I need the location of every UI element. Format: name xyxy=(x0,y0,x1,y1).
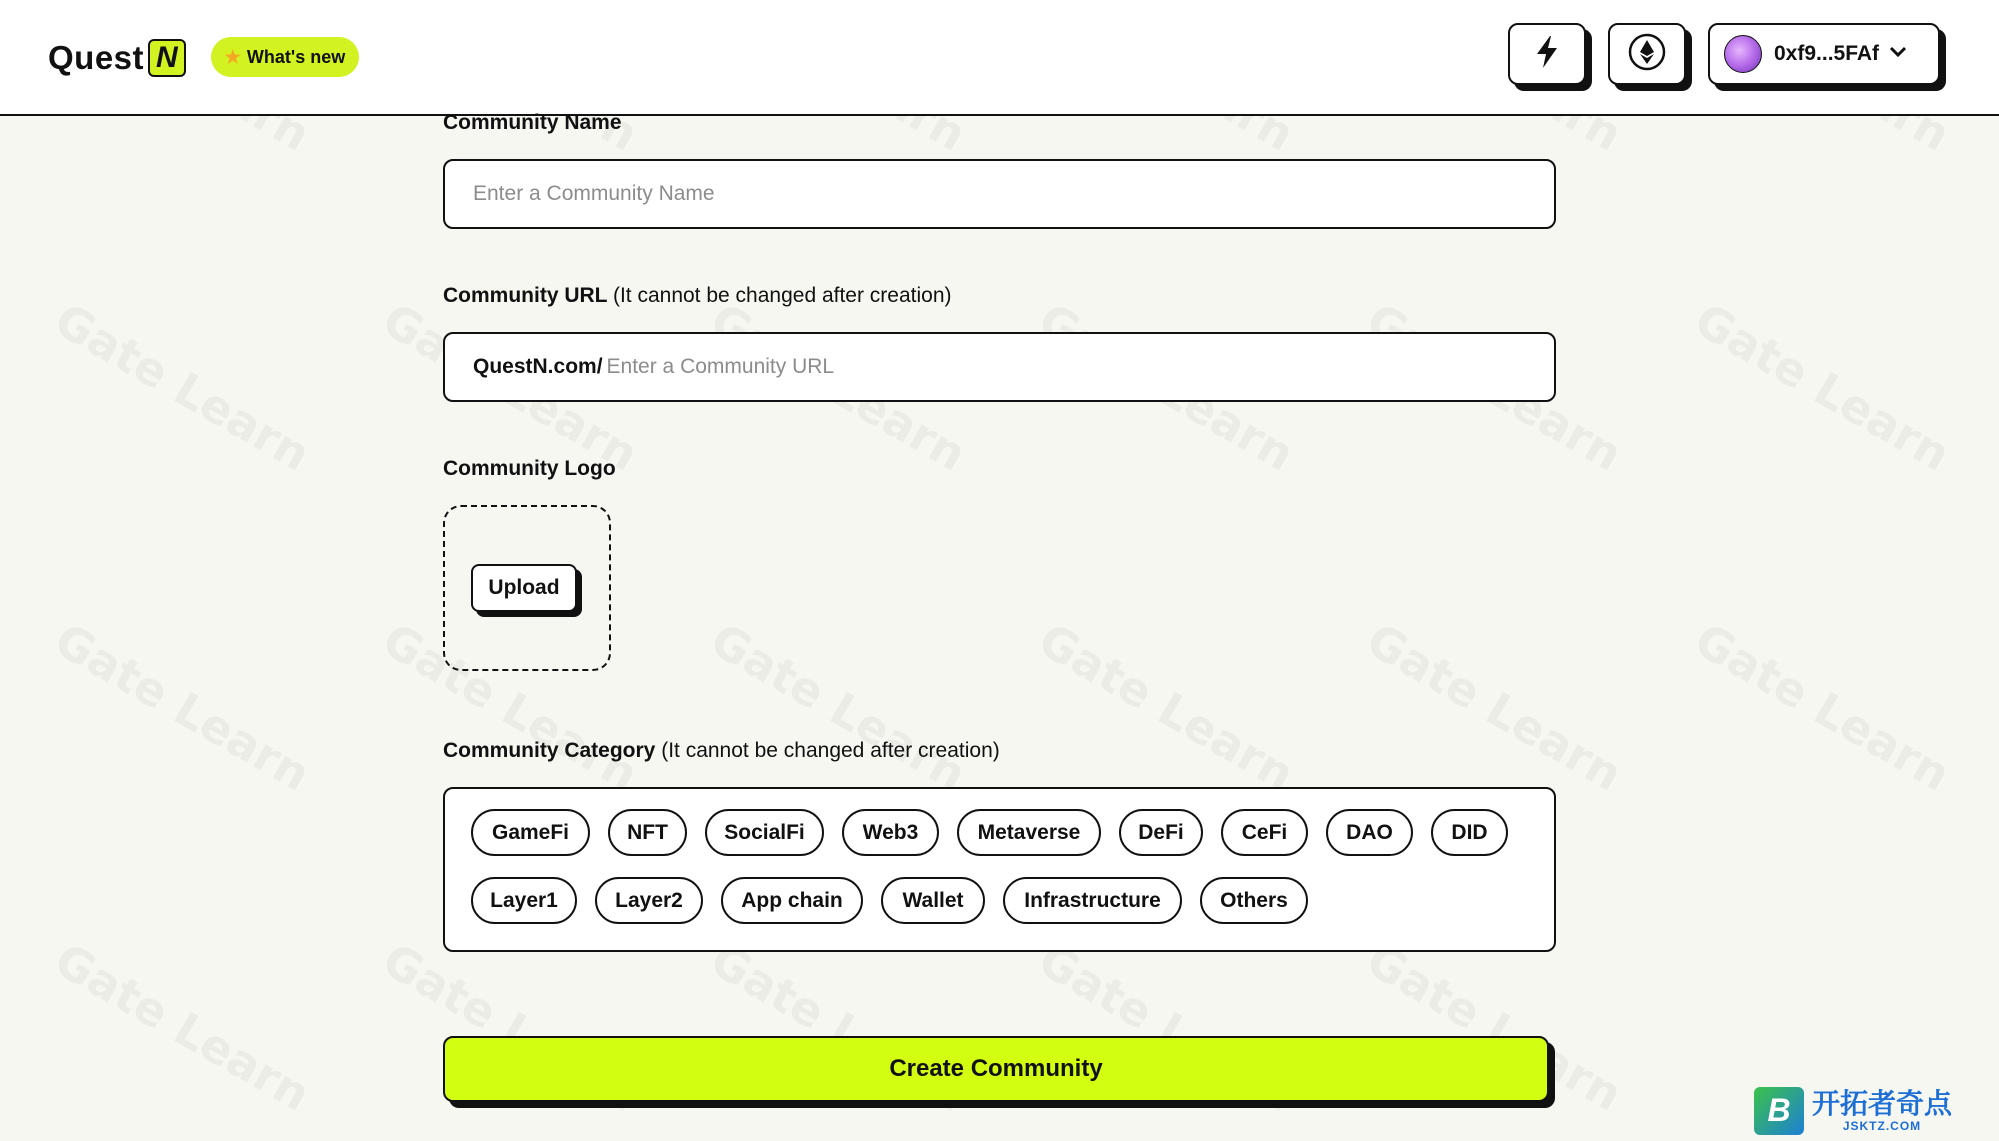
category-chip-web3[interactable] xyxy=(842,809,939,856)
watermark xyxy=(1030,612,1304,801)
watermark xyxy=(1358,612,1632,801)
chevron-down-icon xyxy=(1889,45,1907,63)
category-chip-dao[interactable] xyxy=(1326,809,1413,856)
community-url-prefix: QuestN.com/ xyxy=(473,355,603,378)
chip-label: Web3 xyxy=(862,820,919,844)
chip-label: Others xyxy=(1220,888,1288,912)
chip-label: SocialFi xyxy=(724,820,805,844)
community-url-placeholder: Enter a Community URL xyxy=(606,355,835,378)
category-chip-wallet[interactable] xyxy=(881,877,985,924)
chip-label: DeFi xyxy=(1138,820,1184,844)
community-url-input[interactable] xyxy=(443,332,1556,402)
site-badge xyxy=(1754,1083,1986,1138)
chip-label: Layer1 xyxy=(490,888,558,912)
chip-label: DAO xyxy=(1346,820,1393,844)
community-category-label-text: Community Category xyxy=(443,739,656,762)
category-chip-layer1[interactable] xyxy=(471,877,577,924)
chip-label: GameFi xyxy=(491,820,570,844)
upload-button[interactable] xyxy=(471,564,577,612)
quick-actions-button[interactable] xyxy=(1508,23,1586,85)
community-url-label-text: Community URL xyxy=(443,284,608,307)
category-chip-metaverse[interactable] xyxy=(957,809,1101,856)
category-chip-others[interactable] xyxy=(1200,877,1308,924)
wallet-address: 0xf9...5FAf xyxy=(1774,42,1880,65)
ethereum-icon xyxy=(1627,32,1667,77)
logo-mark: N xyxy=(148,39,186,77)
logo-text: Quest xyxy=(48,39,145,76)
category-chip-cefi[interactable] xyxy=(1221,809,1308,856)
chip-label: Metaverse xyxy=(977,820,1081,844)
category-chip-gamefi[interactable] xyxy=(471,809,590,856)
lightning-bolt-icon xyxy=(1534,35,1560,74)
community-name-input[interactable] xyxy=(443,159,1556,229)
badge-text xyxy=(1812,1086,1953,1133)
category-chip-infrastructure[interactable] xyxy=(1003,877,1182,924)
avatar xyxy=(1724,35,1762,73)
watermark xyxy=(46,932,320,1121)
badge-sub-text: JSKTZ.COM xyxy=(1842,1118,1922,1133)
category-chip-nft[interactable] xyxy=(608,809,687,856)
star-icon: ★ xyxy=(224,46,241,67)
chip-label: CeFi xyxy=(1241,820,1288,844)
watermark xyxy=(702,612,976,801)
chip-label: DID xyxy=(1451,820,1488,844)
community-name-placeholder: Enter a Community Name xyxy=(473,182,715,205)
badge-logo-icon: B xyxy=(1754,1087,1804,1135)
category-chip-defi[interactable] xyxy=(1119,809,1203,856)
whats-new-label: What's new xyxy=(246,46,346,67)
chip-label: Layer2 xyxy=(615,888,683,912)
create-community-label: Create Community xyxy=(889,1055,1103,1082)
community-url-note: (It cannot be changed after creation) xyxy=(612,284,952,307)
questn-logo[interactable] xyxy=(48,38,186,78)
watermark xyxy=(46,292,320,481)
community-url-label xyxy=(443,284,952,308)
network-switch-button[interactable] xyxy=(1608,23,1686,85)
watermark xyxy=(1686,612,1960,801)
category-chip-layer2[interactable] xyxy=(595,877,703,924)
chip-label: NFT xyxy=(627,820,668,844)
watermark xyxy=(1686,292,1960,481)
category-chip-socialfi[interactable] xyxy=(705,809,824,856)
category-chip-did[interactable] xyxy=(1431,809,1508,856)
watermark xyxy=(46,612,320,801)
community-name-label xyxy=(443,111,622,135)
create-community-button[interactable] xyxy=(443,1036,1549,1102)
upload-button-label: Upload xyxy=(488,576,560,599)
community-category-label xyxy=(443,739,1000,763)
chip-label: Infrastructure xyxy=(1024,888,1161,912)
community-category-note: (It cannot be changed after creation) xyxy=(661,739,1000,762)
chip-label: App chain xyxy=(741,888,843,912)
chip-label: Wallet xyxy=(902,888,964,912)
badge-main-text: 开拓者奇点 xyxy=(1812,1086,1953,1120)
community-logo-label xyxy=(443,457,616,481)
community-logo-label-text: Community Logo xyxy=(443,457,616,480)
top-header xyxy=(0,0,1999,116)
whats-new-button[interactable] xyxy=(211,37,359,77)
category-chip-app-chain[interactable] xyxy=(721,877,863,924)
community-name-label-text: Community Name xyxy=(443,111,622,134)
wallet-account-button[interactable] xyxy=(1708,23,1940,85)
